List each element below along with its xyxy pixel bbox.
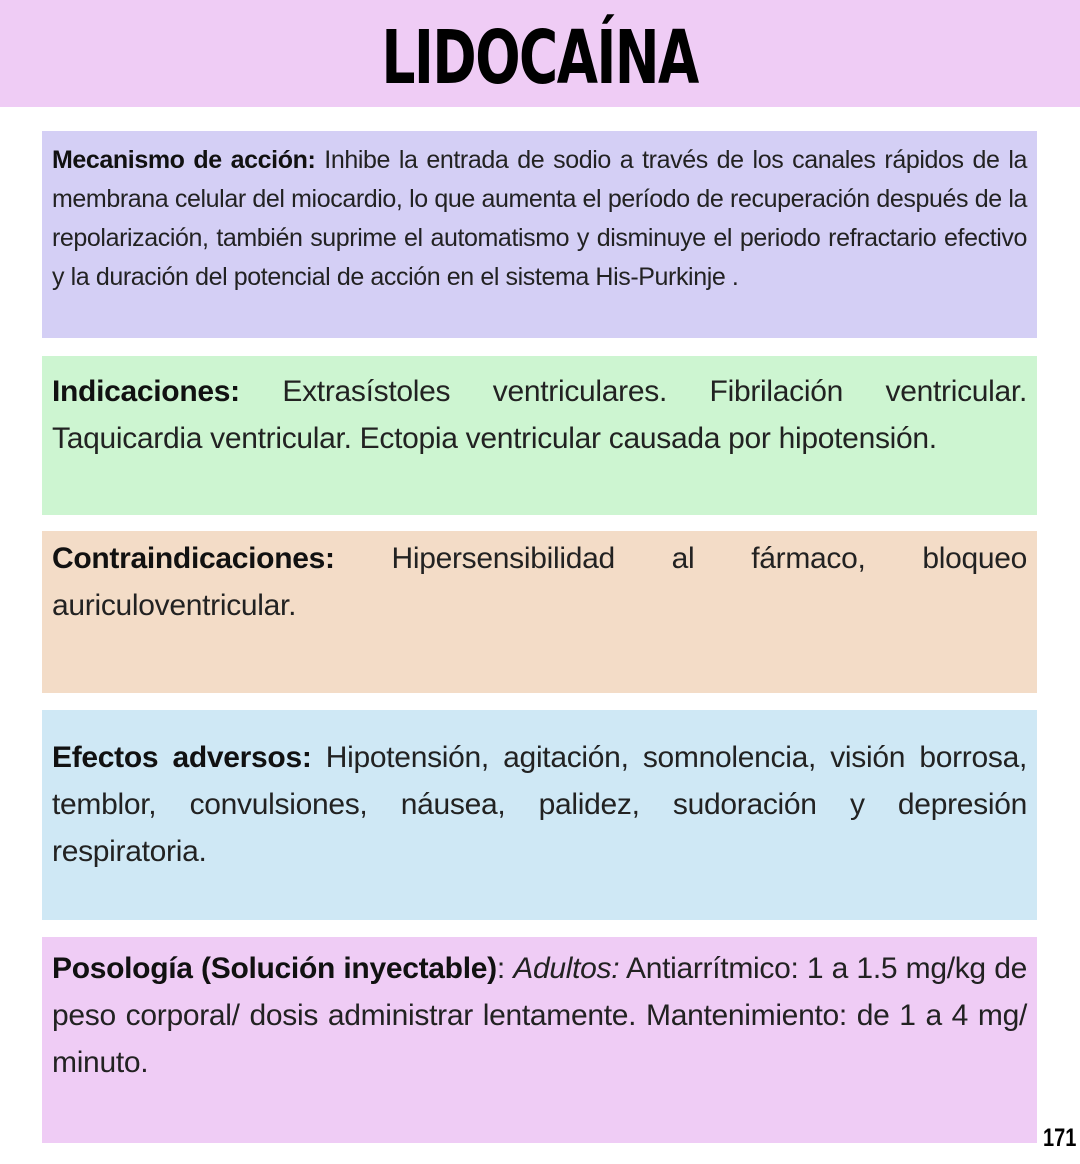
section-text: Hipotensión, agitación, somnolencia, visión borrosa, temblor, convulsiones, náusea, palidez, sudoración y depresión respiratoria. [52,741,1027,868]
section-indications [42,356,1037,515]
page-title: LIDOCAÍNA [381,14,699,101]
section-text: Hipersensibilidad al fármaco, bloqueo auriculoventricular. [52,542,1027,622]
section-text: Extrasístoles ventriculares. Fibrilación ventricular. Taquicardia ventricular. Ectopia ventricular causada por hipotensión. [52,375,1027,455]
section-text: Antiarrítmico: 1 a 1.5 mg/kg de peso corporal/ dosis administrar lentamente. Mantenimiento: de 1 a 4 mg/ minuto. [52,952,1027,1079]
page-number: 171 [1043,1124,1077,1152]
section-label: Indicaciones: [52,375,240,408]
section-italic-label: Adultos: [513,952,620,985]
section-label: Posología (Solución inyectable) [52,952,497,985]
section-adverse-effects [42,710,1037,920]
section-colon: : [496,952,514,985]
section-mechanism [42,131,1037,338]
section-dosage [42,937,1037,1143]
section-label: Efectos adversos: [52,741,312,774]
title-banner [0,0,1080,107]
section-label: Contraindicaciones: [52,542,335,575]
section-contraindications [42,531,1037,693]
section-text: Inhibe la entrada de sodio a través de los canales rápidos de la membrana celular del miocardio, lo que aumenta el período de recuperación después de la repolarización, también suprime el automatismo y disminuye el periodo refractario efectivo y la duración del potencial de acción en el sistema His-Purkinje . [52,146,1028,291]
section-label: Mecanismo de acción: [52,146,316,174]
